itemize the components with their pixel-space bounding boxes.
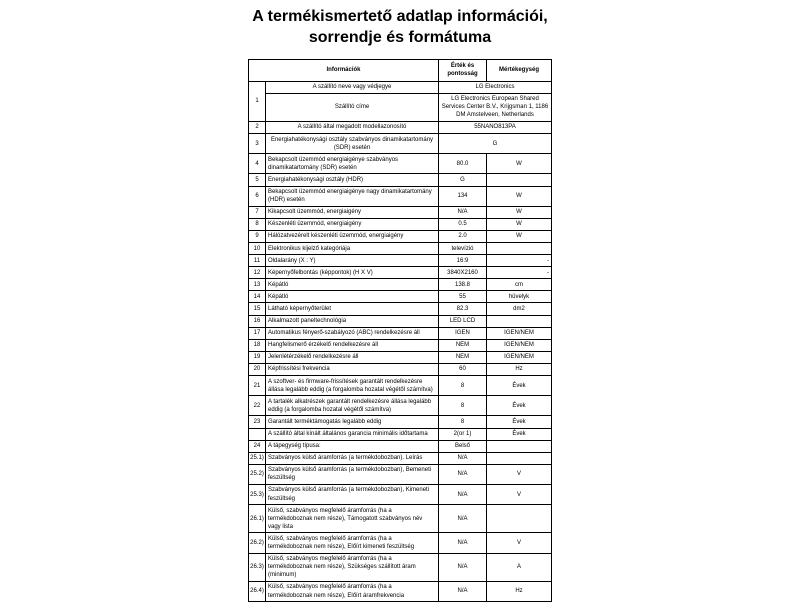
row-value: 8 [439,416,487,428]
row-label: A tápegység típusa: [265,440,438,452]
row-unit: Hz [487,363,552,375]
table-row [248,267,551,279]
row-value: LG Electronics [439,81,552,93]
table-row [248,440,551,452]
table-row [248,581,551,601]
row-number: 25.2) [248,464,265,484]
row-unit [487,243,552,255]
row-unit: dm2 [487,303,552,315]
table-row [248,93,551,121]
row-label: Képátló [265,279,438,291]
table-row [248,243,551,255]
row-value: 82.3 [439,303,487,315]
row-label: Kikapcsolt üzemmód, energiaigény [265,206,438,218]
row-label: Energiahatékonysági osztály szabványos dinamikatartomány (SDR) esetén [265,134,438,154]
row-number [248,428,265,440]
row-value: N/A [439,452,487,464]
table-row [248,505,551,533]
header-mertekegyseg: Mértékegység [487,59,552,81]
row-unit: Évek [487,376,552,396]
row-label: Képernyőfelbontás (képpontok) (H X V) [265,267,438,279]
row-value: N/A [439,206,487,218]
row-unit: V [487,484,552,504]
row-unit: IGEN/NEM [487,339,552,351]
row-unit: cm [487,279,552,291]
row-value: 2(or 1) [439,428,487,440]
table-row [248,376,551,396]
row-value: 8 [439,396,487,416]
row-label: Garantált terméktámogatás legalább eddig [265,416,438,428]
row-value: N/A [439,484,487,504]
row-label: A szállító neve vagy védjegye [265,81,438,93]
row-unit: W [487,230,552,242]
row-value: IGEN [439,327,487,339]
row-label: Oldalarány (X : Y) [265,255,438,267]
table-row [248,303,551,315]
row-value: N/A [439,464,487,484]
table-row [248,416,551,428]
table-row [248,553,551,581]
row-number: 23 [248,416,265,428]
row-value: LG Electronics European Shared Services Center B.V., Krijgsman 1, 1186 DM Amstelveen, Netherlands [439,93,552,121]
row-label: Képfrissítési frekvencia [265,363,438,375]
row-number: 9 [248,230,265,242]
row-number: 25.3) [248,484,265,504]
row-label: Hálózatvezérelt készenléti üzemmód, energiaigény [265,230,438,242]
row-unit: hüvelyk [487,291,552,303]
table-row [248,533,551,553]
row-number: 25.1) [248,452,265,464]
row-number: 4 [248,154,265,174]
table-row [248,255,551,267]
row-unit [487,315,552,327]
row-number: 11 [248,255,265,267]
row-number: 10 [248,243,265,255]
row-label: Szállító címe [265,93,438,121]
header-informaciok: Információk [248,59,438,81]
row-label: Külső, szabványos megfelelő áramforrás (ha a termékdoboznak nem része), Szükséges szállított áram (minimum) [265,553,438,581]
table-row [248,154,551,174]
row-number: 13 [248,279,265,291]
row-value: 3840X2160 [439,267,487,279]
row-unit: Évek [487,396,552,416]
row-unit: V [487,464,552,484]
row-label: Látható képernyőterület [265,303,438,315]
table-row [248,327,551,339]
table-row [248,81,551,93]
row-value: Belső [439,440,487,452]
table-row [248,174,551,186]
row-value: 60 [439,363,487,375]
table-row [248,279,551,291]
row-value: N/A [439,553,487,581]
row-label: Hangfelismerő érzékelő rendelkezésre áll [265,339,438,351]
row-label: Külső, szabványos megfelelő áramforrás (ha a termékdoboznak nem része), Előírt kimeneti feszültség [265,533,438,553]
row-number: 5 [248,174,265,186]
row-value: N/A [439,505,487,533]
datasheet-table [248,59,552,602]
header-ertek-es-pontossag: Érték és pontosság [439,59,487,81]
row-value: 138.8 [439,279,487,291]
row-value: 55 [439,291,487,303]
row-number: 2 [248,121,265,133]
row-label: A tartalék alkatrészek garantált rendelkezésre állása legalább eddig (a forgalomba hozatal végétől számítva) [265,396,438,416]
row-value: G [439,174,487,186]
page-title-line2: sorrendje és formátuma [308,28,492,46]
row-number: 26.4) [248,581,265,601]
table-row [248,351,551,363]
row-unit: Évek [487,428,552,440]
row-value: 2.0 [439,230,487,242]
row-unit: W [487,186,552,206]
row-value: televízió [439,243,487,255]
row-label: A szállító által megadott modellazonosító [265,121,438,133]
row-unit: W [487,218,552,230]
page-title [0,0,800,49]
row-unit [487,505,552,533]
row-label: Készenléti üzemmód, energiaigény [265,218,438,230]
table-row [248,339,551,351]
row-number: 19 [248,351,265,363]
table-row [248,315,551,327]
row-number: 12 [248,267,265,279]
row-number: 26.1) [248,505,265,533]
row-number: 22 [248,396,265,416]
table-row [248,230,551,242]
table-row [248,206,551,218]
page-title-line1: A termékismertető adatlap információi, [252,8,548,25]
row-number: 1 [248,81,265,121]
row-unit: Hz [487,581,552,601]
row-label: Alkalmazott paneltechnológia [265,315,438,327]
table-row [248,428,551,440]
table-row [248,291,551,303]
row-label: Szabványos külső áramforrás (a termékdobozban), Kimeneti feszültség [265,484,438,504]
row-unit: - [487,267,552,279]
row-unit: IGEN/NEM [487,351,552,363]
row-number: 3 [248,134,265,154]
table-row [248,134,551,154]
row-label: Külső, szabványos megfelelő áramforrás (ha a termékdoboznak nem része), Támogatott szabványos név vagy lista [265,505,438,533]
table-row [248,121,551,133]
row-unit: - [487,255,552,267]
row-number: 14 [248,291,265,303]
table-row [248,396,551,416]
row-value: 16:9 [439,255,487,267]
row-label: Jelenlétérzékelő rendelkezésre áll [265,351,438,363]
row-number: 6 [248,186,265,206]
row-number: 7 [248,206,265,218]
row-value: LED LCD [439,315,487,327]
row-value: 134 [439,186,487,206]
row-value: 0.5 [439,218,487,230]
row-number: 26.2) [248,533,265,553]
row-number: 24 [248,440,265,452]
table-row [248,363,551,375]
row-label: Automatikus fényerő-szabályozó (ABC) rendelkezésre áll [265,327,438,339]
row-unit: IGEN/NEM [487,327,552,339]
row-unit: W [487,206,552,218]
row-unit [487,174,552,186]
row-unit: A [487,553,552,581]
row-unit: Évek [487,416,552,428]
table-row [248,464,551,484]
table-row [248,452,551,464]
row-unit: V [487,533,552,553]
row-number: 26.3) [248,553,265,581]
row-unit [487,452,552,464]
row-value: N/A [439,533,487,553]
row-label: Elektronikus kijelző kategóriája [265,243,438,255]
row-number: 21 [248,376,265,396]
row-label: Szabványos külső áramforrás (a termékdobozban), Bemeneti feszültség [265,464,438,484]
row-label: Bekapcsolt üzemmód energiaigénye nagy dinamikatartomány (HDR) esetén [265,186,438,206]
row-number: 18 [248,339,265,351]
row-label: Külső, szabványos megfelelő áramforrás (ha a termékdoboznak nem része), Előírt áramfrekvencia [265,581,438,601]
row-label: A szállító által kínált általános garancia minimális időtartama [265,428,438,440]
row-number: 16 [248,315,265,327]
row-label: A szoftver- és firmware-frissítések garantált rendelkezésre állása legalább eddig (a forgalomba hozatal végétől számítva) [265,376,438,396]
row-label: Képátló [265,291,438,303]
row-unit [487,440,552,452]
row-value: G [439,134,552,154]
table-row [248,186,551,206]
row-value: 8 [439,376,487,396]
row-number: 17 [248,327,265,339]
row-value: 55NANO813PA [439,121,552,133]
row-value: NEM [439,351,487,363]
table-row [248,218,551,230]
row-number: 20 [248,363,265,375]
row-value: N/A [439,581,487,601]
table-header-row [248,59,551,81]
row-value: NEM [439,339,487,351]
row-value: 80.0 [439,154,487,174]
row-number: 15 [248,303,265,315]
row-unit: W [487,154,552,174]
row-number: 8 [248,218,265,230]
row-label: Energiahatékonysági osztály (HDR) [265,174,438,186]
row-label: Bekapcsolt üzemmód energiaigénye szabványos dinamikatartomány (SDR) esetén [265,154,438,174]
row-label: Szabványos külső áramforrás (a termékdobozban). Leírás [265,452,438,464]
table-row [248,484,551,504]
